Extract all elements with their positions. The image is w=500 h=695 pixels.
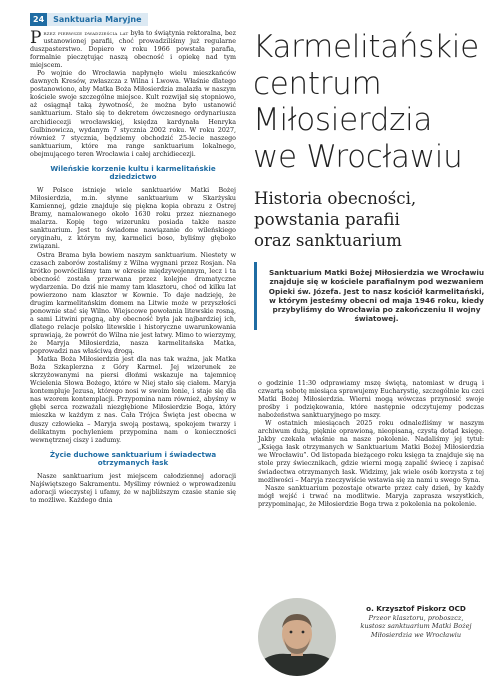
- author-role: [348, 614, 484, 639]
- paragraph-2: Po wojnie do Wrocławia napłynęło wielu mieszkańców dawnych Kresów, zwłaszcza z Wilna i Lwowa. Właśnie dlatego postanowiono, aby Matka Boża Miłosierdzia znalazła w naszym kościele swoje szczególne miejsce. Kult rozwijał się stopniowo, aż osiągnął taką żywotność, że można było ustanowić sanktuarium. Stało się to dekretem ówczesnego ordynariusza archidiecezji wrocławskiej, księdza kardynała Henryka Gulbinowicza, wydanym 7 stycznia 2002 roku. W roku 2027, również 7 stycznia, będziemy obchodzić 25-lecie naszego sanktuarium, które ma range sanktuarium lokalnego, obejmującego teren Wrocławia i całej archidiecezji.: [30, 70, 236, 158]
- paragraph-intro: [30, 30, 236, 70]
- author-name: o. Krzysztof Piskorz OCD: [366, 604, 466, 613]
- paragraph-5: Matka Boża Miłosierdzia jest dla nas tak ważna, jak Matka Boża Szkaplerzna z Góry Karmel. Jej wizerunek ze skrzyżowanymi na piersi dłońmi wskazuje na tajemnicę Wcielenia Słowa Bożego, które w Niej stało się ciałem. Maryja kontempluje Jezusa, którego nosi w swoim łonie, i staje się dla nas wzorem kontemplacji. Przypomina nam również, abyśmy w głębi serca rozważali niezgłębione Miłosierdzie Boga, który mieszka w każdym z nas. Cała Trójca Święta jest obecna w duszy człowieka – Maryja swoją postawą, spokojem twarzy i delikatnym pochyleniem przypomina nam o konieczności wewnętrznej ciszy i zadumy.: [30, 356, 236, 444]
- paragraph-right-1: o godzinie 11:30 odprawiamy mszę świętą, natomiast w drugą i czwartą sobotę miesiąca sprawujemy Eucharystię, szczególnie ku czci Matki Bożej Miłosierdzia. Wierni mogą wówczas przynosić swoje prośby i podziękowania, które następnie odczytujemy podczas nabożeństwa sanktuaryjnego po mszy.: [258, 380, 484, 420]
- subtitle-line: oraz sanktuarium: [254, 231, 402, 250]
- author-credit: [348, 604, 484, 639]
- drop-cap: P: [30, 28, 42, 48]
- title-line: Karmelitańskie: [253, 29, 479, 65]
- paragraph-right-3: Nasze sanktuarium pozostaje otwarte przez cały dzień, by każdy mógł wejść i trwać na modlitwie. Maryja zaprasza wszystkich, przypominając, że Miłosierdzie Boga trwa z pokolenia na pokolenie.: [258, 484, 484, 508]
- intro-text: była to świątynia rektoralna, bez ustanowionej parafii, choć prowadziliśmy już regularne duszpasterstwo. Dopiero w roku 1966 powstała parafia, formalnie pieczętując naszą obecność i opiekę nad tym miejscem.: [30, 30, 236, 70]
- page-number: 24: [30, 13, 47, 26]
- right-article-column: [258, 380, 484, 509]
- lead-paragraph: Sanktuarium Matki Bożej Miłosierdzia we Wrocławiu znajduje się w kościele parafialnym pod wezwaniem Opieki św. Józefa. Jest to nasz kościół karmelitański, w którym jesteśmy obecni od maja 1946 roku, kiedy przybyliśmy do Wrocławia po zakończeniu II wojny światowej.: [254, 262, 488, 330]
- subheading-wilenskie: Wileńskie korzenie kultu i karmelitańskie dziedzictwo: [50, 163, 216, 181]
- paragraph-3: W Polsce istnieje wiele sanktuariów Matki Bożej Miłosierdzia, m.in. słynne sanktuarium w Skarżysku Kamiennej, gdzie znajduje się piękna kopia obrazu z Ostrej Bramy, namalowanego około 1630 roku przez nieznanego malarza. Kopię tego wizerunku posiada także nasze sanktuarium. Jest to świadome nawiązanie do wileńskiego oryginału, z którym my, karmelici boso, byliśmy głęboko związani.: [30, 187, 236, 251]
- paragraph-right-2: W ostatnich miesiącach 2025 roku odnaleźliśmy w naszym archiwum dużą, pięknie oprawioną, nieopisaną, czystą dotąd księgę. Jakby czekała właśnie na nasze pokolenie. Nadaliśmy jej tytuł: „Księga łask otrzymanych w Sanktuarium Matki Bożej Miłosierdzia we Wrocławiu”. Od listopada bieżącego roku księga ta znajduje się na stole przy świecznikach, gdzie wierni mogą zapalić świecę i zapisać świadectwa otrzymanych łask. Widzimy, jak wiele osób korzysta z tej możliwości – Maryja rzeczywiście wstawia się za nami u swego Syna.: [258, 420, 484, 484]
- left-article-column: [30, 30, 236, 505]
- paragraph-6: Nasze sanktuarium jest miejscem całodziennej adoracji Najświętszego Sakramentu. Myślimy również o wprowadzeniu adoracji wieczystej i ufamy, że w najbliższym czasie stanie się to możliwe. Każdego dnia: [30, 473, 236, 505]
- section-label: Sanktuaria Maryjne: [47, 13, 147, 26]
- subheading-zycie-duchowe: Życie duchowe sanktuarium i świadectwa otrzymanych łask: [49, 449, 217, 467]
- subtitle-line: powstania parafii: [254, 210, 400, 229]
- page-header: [30, 13, 148, 26]
- paragraph-4: Ostra Brama była bowiem naszym sanktuarium. Niestety w czasach zaborów zostaliśmy z Wilna wygnani przez Rosjan. Na krótko powróciliśmy tam w okresie międzywojennym, lecz i ta obecność została przerwana przez kolejne dramatyczne wydarzenia. Do dziś nie mamy tam klasztoru, choć od kilku lat powierzono nam klasztor w Kownie. To daje nadzieję, że drugim karmelitańskim domem na Litwie może w przyszłości ponownie stać się Wilno. Wiejscowe powołania litewskie rosną, a sami Litwini pragną, aby obecność była jak najbardziej ich, dlatego relacje polsko litewskie i historyczne uwarunkowania sprawiają, że powrót do Wilna nie jest łatwy. Mimo to wierzymy, że Maryja Miłosierdzia, nasza karmelitańska Matka, poprowadzi nas właściwą drogą.: [30, 251, 236, 356]
- author-portrait-icon: [258, 598, 336, 676]
- author-role-line: Miłosierdzia we Wrocławiu: [370, 630, 462, 639]
- title-line: Miłosierdzia: [253, 102, 433, 138]
- author-photo: [258, 598, 336, 676]
- article-title: [253, 29, 483, 175]
- title-line: we Wrocławiu: [253, 138, 463, 175]
- author-role-line: Przeor klasztoru, proboszcz,: [368, 614, 464, 622]
- intro-small-caps: rzez pierwsze dwadzieścia lat: [43, 30, 129, 37]
- subtitle-line: Historia obecności,: [254, 189, 417, 208]
- author-role-line: kustosz sanktuarium Matki Bożej: [360, 622, 472, 631]
- article-subtitle: [254, 188, 484, 251]
- title-line: centrum: [253, 65, 382, 102]
